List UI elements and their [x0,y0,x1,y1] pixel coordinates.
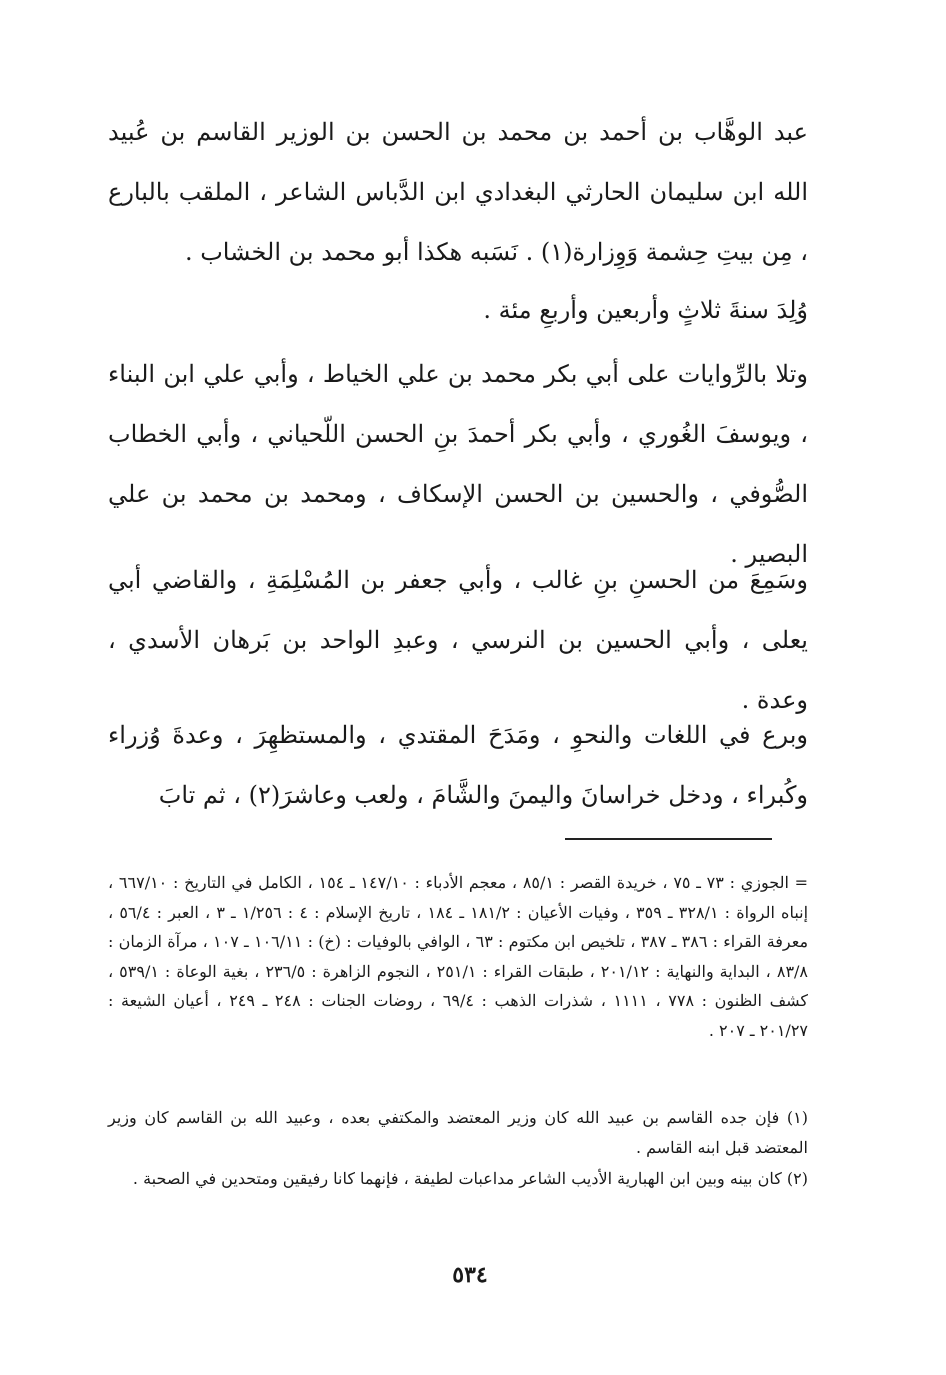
footnote-1: (١) فإن جده القاسم بن عبيد الله كان وزير المعتضد والمكتفي بعده ، وعبيد الله بن القاسم كان وزير المعتضد قبل ابنه القاسم . [108,1108,808,1157]
paragraph-excellence: وبرع في اللغات والنحوِ ، ومَدَحَ المقتدي ، والمستظهِرَ ، وعدةَ وُزراء وكُبراء ، ودخل خراسانَ واليمنَ والشَّامَ ، ولعب وعاشرَ(٢) ، ثم تابَ [108,721,808,809]
paragraph-lineage: عبد الوهَّاب بن أحمد بن محمد بن الحسن بن الوزير القاسم بن عُبيد الله ابن سليمان الحارثي البغدادي ابن الدَّباس الشاعر ، الملقب بالبارع ، مِن بيتِ حِشمة وَوِزارة(١) . نَسَبه هكذا أبو محمد بن الخشاب . [108,118,808,266]
footnote-separator [565,838,772,840]
paragraph-birth: وُلِدَ سنةَ ثلاثٍ وأربعين وأربعِ مئة . [483,296,808,324]
paragraph-recitation: وتلا بالرِّوايات على أبي بكر محمد بن علي الخياط ، وأبي علي ابن البناء ، ويوسفَ الغُوري ، وأبي بكر أحمدَ بنِ الحسن اللّحياني ، وأبي الخطاب الصُّوفي ، والحسين بن الحسن الإسكاف ، ومحمد بن محمد بن علي البصير . [108,360,808,568]
page-number: ٥٣٤ [452,1262,488,1288]
footnote-continuation: = الجوزي : ٧٣ ـ ٧٥ ، خريدة القصر : ٨٥/١ ، معجم الأدباء : ١٤٧/١٠ ـ ١٥٤ ، الكامل في التاريخ : ٦٦٧/١٠ ، إنباه الرواة : ٣٢٨/١ ـ ٣٥٩ ، وفيات الأعيان : ١٨١/٢ ـ ١٨٤ ، تاريخ الإسلام : ٤ : ١/٢٥٦ ـ ٣ ، العبر : ٥٦/٤ ، معرفة القراء : ٣٨٦ ـ ٣٨٧ ، تلخيص ابن مكتوم : ٦٣ ، الوافي بالوفيات : (خ) : ١٠٦/١١ ـ ١٠٧ ، مرآة الزمان : ٨٣/٨ ، البداية والنهاية : ٢٠١/١٢ ، طبقات القراء : ٢٥١/١ ، النجوم الزاهرة : ٢٣٦/٥ ، بغية الوعاة : ٥٣٩/١ ، كشف الظنون : ٧٧٨ ، ١١١١ ، شذرات الذهب : ٦٩/٤ ، روضات الجنات : ٢٤٨ ـ ٢٤٩ ، أعيان الشيعة : ٢٠١/٢٧ ـ ٢٠٧ . [108,873,809,1040]
paragraph-hearing: وسَمِعَ من الحسنِ بنِ غالب ، وأبي جعفر بن المُسْلِمَةِ ، والقاضي أبي يعلى ، وأبي الحسين بن النرسي ، وعبدِ الواحد بن بَرهان الأسدي ، وعدة . [108,566,808,714]
footnote-2: (٢) كان بينه وبين ابن الهبارية الأديب الشاعر مداعبات لطيفة ، فإنهما كانا رفيقين ومتحدين في الصحبة . [132,1169,808,1188]
